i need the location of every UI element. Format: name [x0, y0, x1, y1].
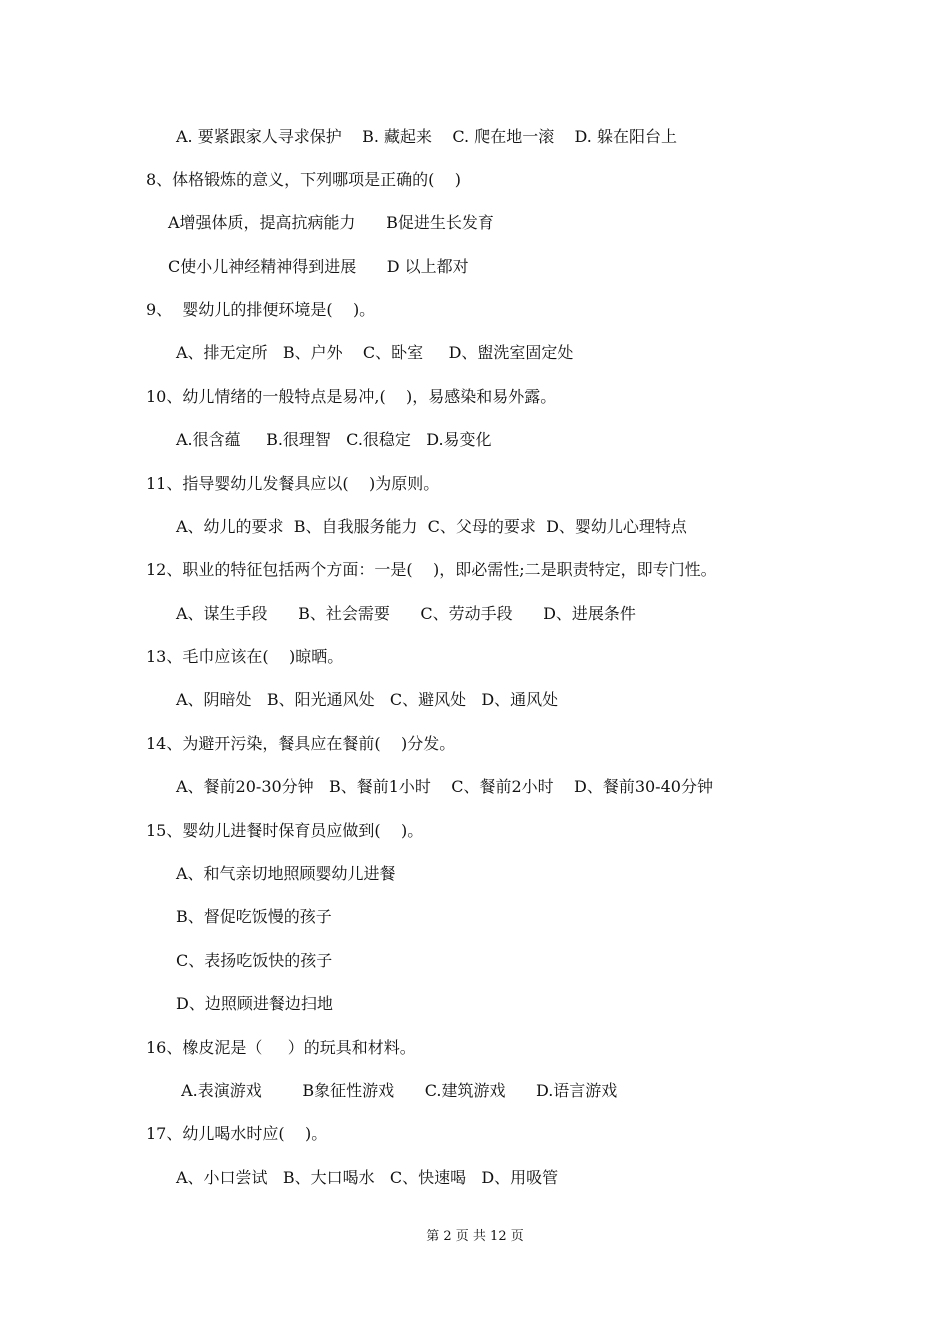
question-10-options: A.很含蕴 B.很理智 C.很稳定 D.易变化 [176, 430, 492, 449]
question-15-option-b: B、督促吃饭慢的孩子 [176, 907, 332, 926]
question-9: 9、 婴幼儿的排便环境是( )。 [146, 300, 376, 319]
question-15-option-a: A、和气亲切地照顾婴幼儿进餐 [176, 864, 396, 883]
question-12-options: A、谋生手段 B、社会需要 C、劳动手段 D、进展条件 [176, 604, 636, 623]
question-7-options: A. 要紧跟家人寻求保护 B. 藏起来 C. 爬在地一滚 D. 躲在阳台上 [176, 127, 677, 146]
question-11: 11、指导婴幼儿发餐具应以( )为原则。 [146, 474, 440, 493]
question-17-options: A、小口尝试 B、大口喝水 C、快速喝 D、用吸管 [176, 1168, 559, 1187]
question-16-options: A.表演游戏 B象征性游戏 C.建筑游戏 D.语言游戏 [176, 1081, 618, 1100]
question-9-options: A、排无定所 B、户外 C、卧室 D、盥洗室固定处 [176, 343, 574, 362]
question-8: 8、体格锻炼的意义，下列哪项是正确的( ) [146, 170, 462, 189]
question-14-options: A、餐前20-30分钟 B、餐前1小时 C、餐前2小时 D、餐前30-40分钟 [176, 777, 713, 796]
question-17: 17、幼儿喝水时应( )。 [146, 1124, 328, 1143]
page-number-footer: 第 2 页 共 12 页 [426, 1229, 524, 1244]
question-8-option-cd: C使小儿神经精神得到进展 D 以上都对 [168, 257, 469, 276]
question-13-options: A、阴暗处 B、阳光通风处 C、避风处 D、通风处 [176, 690, 559, 709]
question-8-option-ab: A增强体质，提高抗病能力 B促进生长发育 [168, 213, 494, 232]
question-15: 15、婴幼儿进餐时保育员应做到( )。 [146, 821, 424, 840]
question-14: 14、为避开污染，餐具应在餐前( )分发。 [146, 734, 456, 753]
question-10: 10、幼儿情绪的一般特点是易冲,( )，易感染和易外露。 [146, 387, 557, 406]
question-12: 12、职业的特征包括两个方面：一是( )，即必需性;二是职责特定，即专门性。 [146, 560, 717, 579]
question-13: 13、毛巾应该在( )晾晒。 [146, 647, 344, 666]
question-16: 16、橡皮泥是（ ）的玩具和材料。 [146, 1038, 416, 1057]
question-15-option-d: D、边照顾进餐边扫地 [176, 994, 333, 1013]
question-11-options: A、幼儿的要求 B、自我服务能力 C、父母的要求 D、婴幼儿心理特点 [176, 517, 687, 536]
question-15-option-c: C、表扬吃饭快的孩子 [176, 951, 333, 970]
